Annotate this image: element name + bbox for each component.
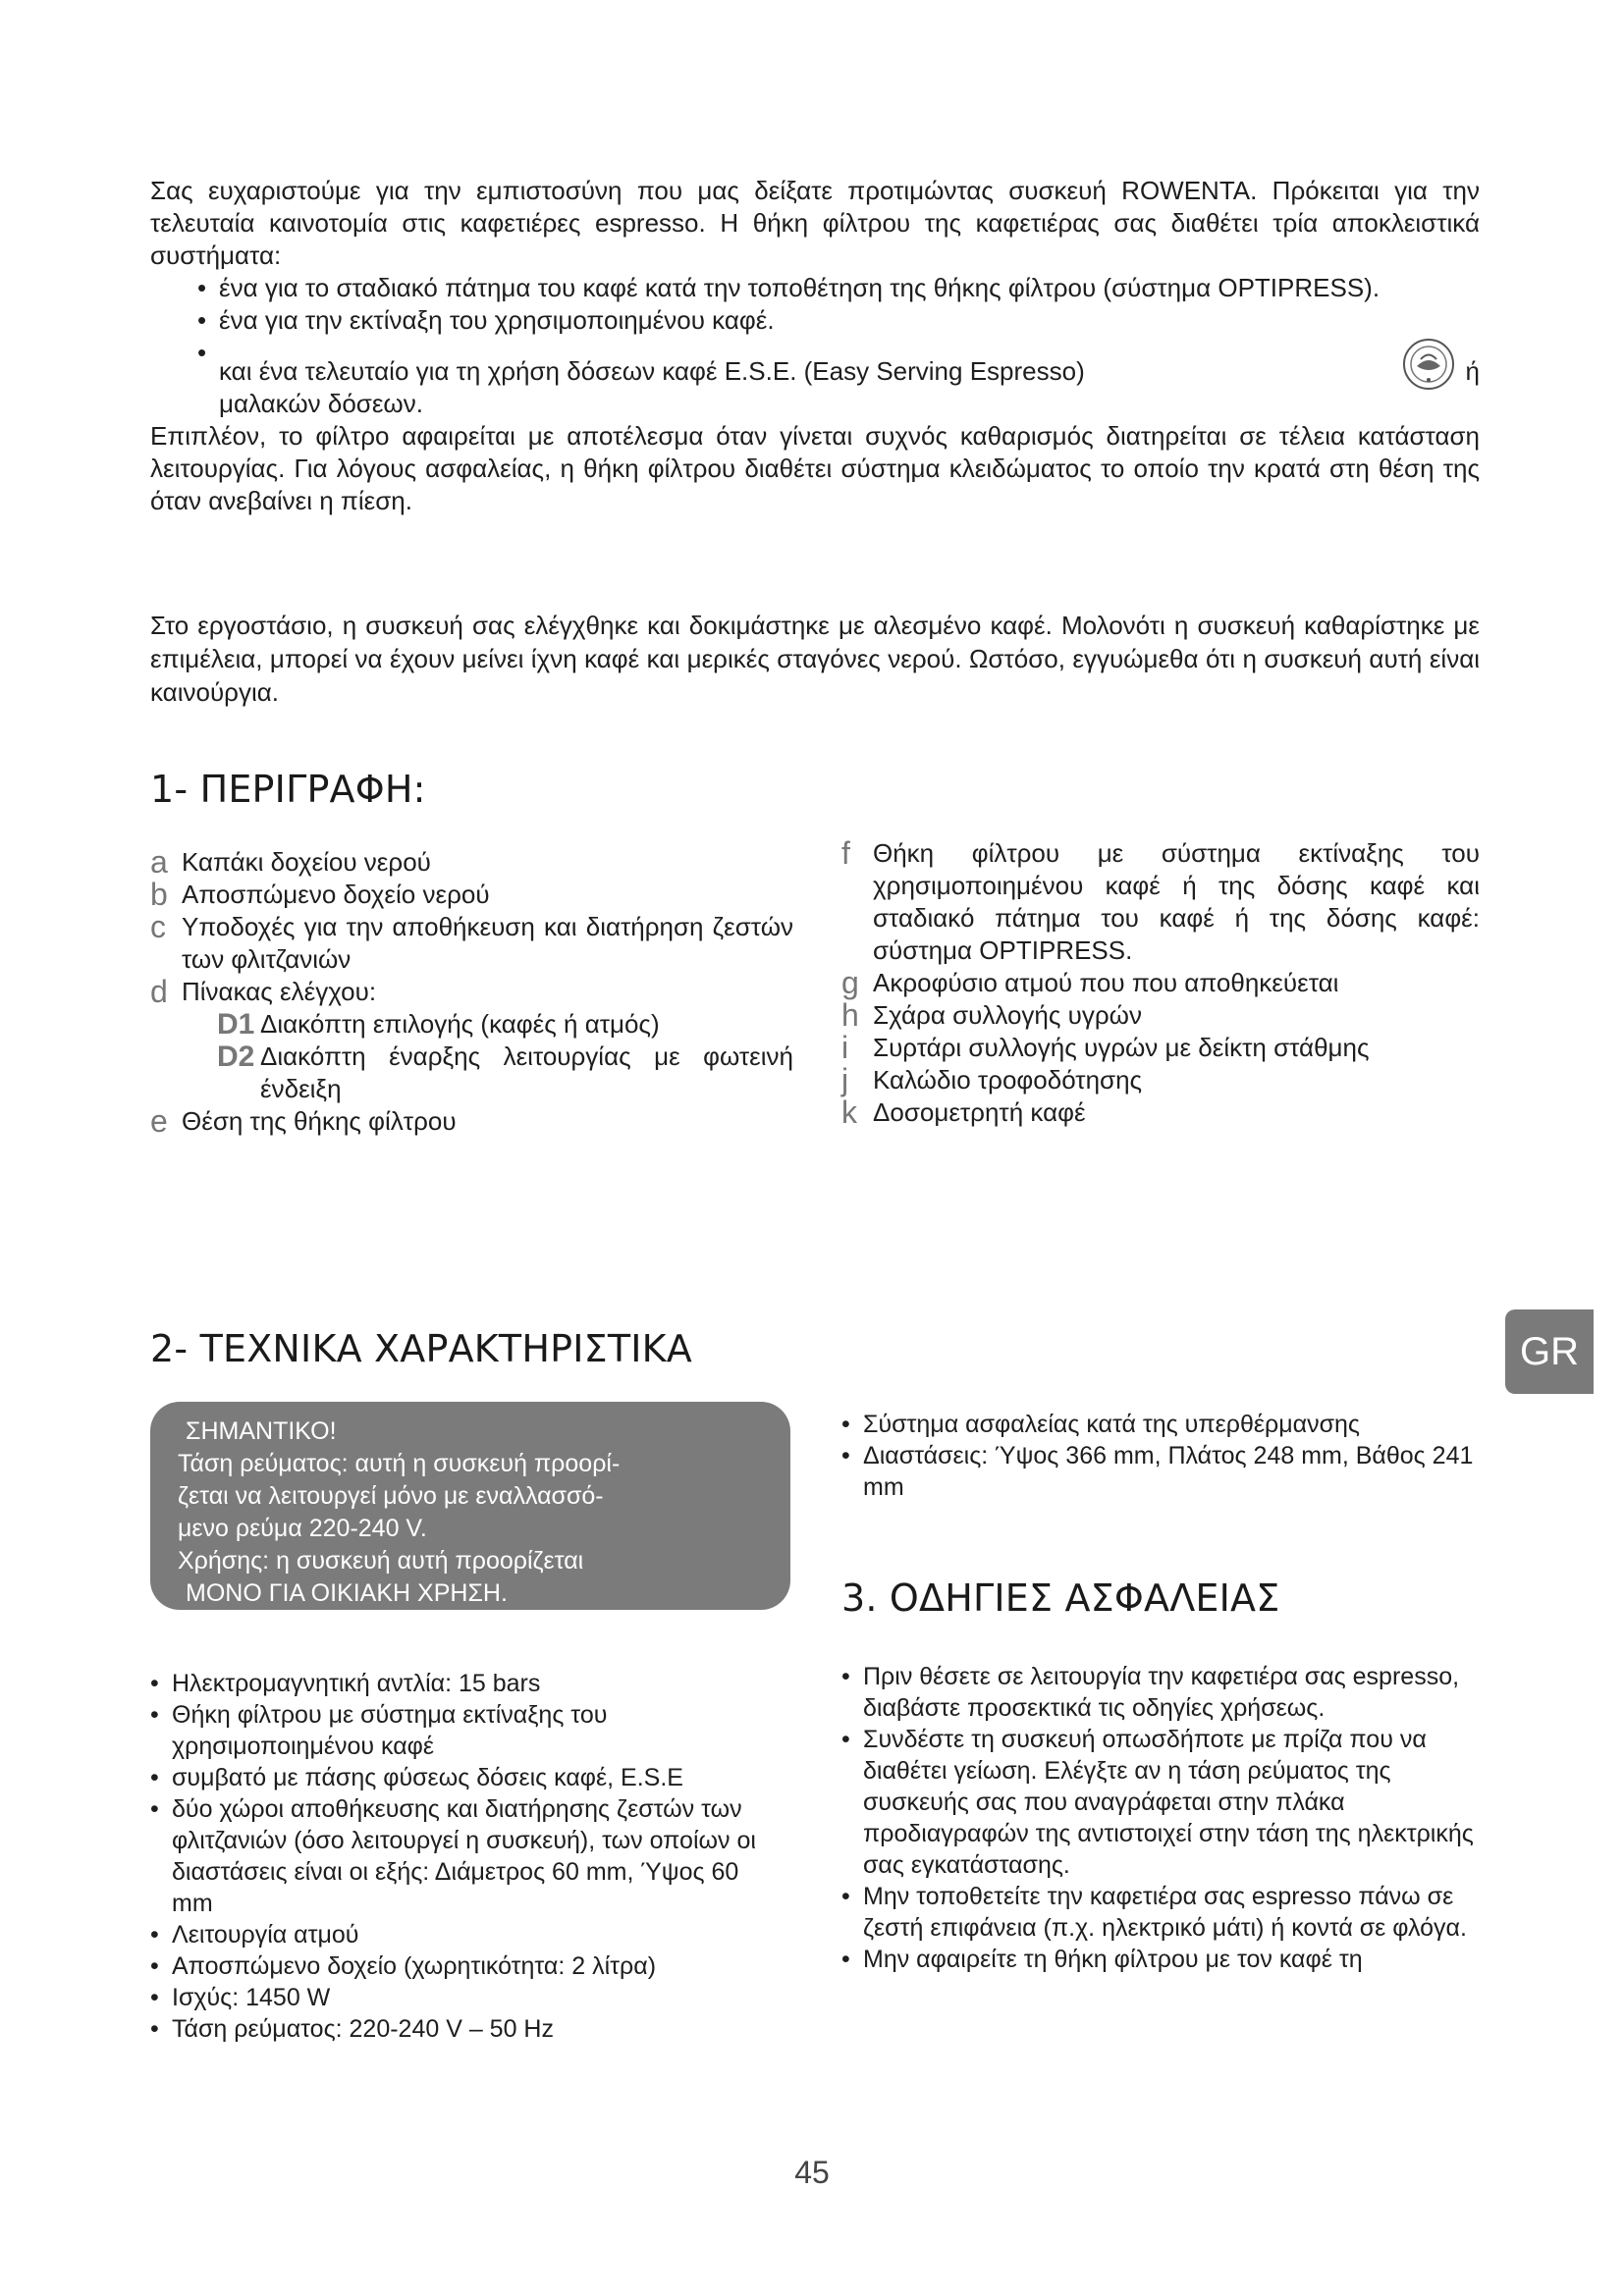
description-left-column: [150, 846, 793, 1138]
description-item-g: g Ακροφύσιο ατμού που που αποθηκεύεται: [841, 965, 1339, 1000]
important-line: Χρήσης: η συσκευή αυτή προορίζεται: [178, 1547, 584, 1575]
ese-bullet-end: ή: [1465, 356, 1480, 386]
section-1-title: 1- ΠΕΡΙΓΡΑΦΗ:: [150, 768, 426, 811]
important-notice-box: [150, 1402, 790, 1610]
language-tab: GR: [1505, 1309, 1594, 1394]
spec-item: • δύο χώροι αποθήκευσης και διατήρησης ζεστών των φλιτζανιών (όσο λειτουργεί η συσκευή), των οποίων οι διαστάσεις είναι οι εξής: Διάμετρος 60 mm, Ύψος 60 mm: [150, 1793, 779, 1919]
description-item-j: j Καλώδιο τροφοδότησης: [841, 1062, 1143, 1097]
ese-bullet-text: • και ένα τελευταίο για τη χρήση δόσεων καφέ E.S.E. (Easy Serving Espresso): [219, 356, 1085, 386]
intro-block: [150, 175, 1480, 517]
specs-right-list: [841, 1409, 1480, 1503]
spec-item: • Διαστάσεις: Ύψος 366 mm, Πλάτος 248 mm, Βάθος 241 mm: [841, 1440, 1480, 1503]
safety-item: • Πριν θέσετε σε λειτουργία την καφετιέρα σας espresso, διαβάστε προσεκτικά τις οδηγίες χρήσεως.: [841, 1661, 1480, 1724]
description-item-c: c Υποδοχές για την αποθήκευση και διατήρηση ζεστών των φλιτζανιών: [150, 909, 793, 974]
description-item-d: d Πίνακας ελέγχου:: [150, 974, 377, 1009]
ese-logo-icon: [1401, 337, 1456, 392]
spec-item: • Τάση ρεύματος: 220-240 V – 50 Hz: [150, 2013, 779, 2045]
spec-item: • Λειτουργία ατμού: [150, 1919, 779, 1950]
description-item-f: f Θήκη φίλτρου με σύστημα εκτίναξης του χρησιμοποιημένου καφέ ή της δόσης καφέ και σταδιακό πάτημα του καφέ ή της δόσης καφέ: σύστημα OPTIPRESS.: [841, 835, 1480, 965]
description-item-h: h Σχάρα συλλογής υγρών: [841, 997, 1142, 1033]
factory-paragraph: Στο εργοστάσιο, η συσκευή σας ελέγχθηκε και δοκιμάστηκε με αλεσμένο καφέ. Μολονότι η συσκευή καθαρίστηκε με επιμέλεια, μπορεί να έχουν μείνει ίχνη καφέ και μερικές σταγόνες νερού. Ωστόσο, εγγυώμεθα ότι η συσκευή αυτή είναι καινούργια.: [150, 611, 1480, 707]
ese-bullet-line2: μαλακών δόσεων.: [219, 389, 423, 418]
important-line: μενο ρεύμα 220-240 V.: [178, 1515, 427, 1542]
important-line: ΜΟΝΟ ΓΙΑ ΟΙΚΙΑΚΗ ΧΡΗΣΗ.: [186, 1579, 508, 1607]
intro-bullet: [197, 337, 1480, 420]
important-line: Τάση ρεύματος: αυτή η συσκευή προορί-: [178, 1450, 621, 1477]
intro-paragraph-2: Επιπλέον, το φίλτρο αφαιρείται με αποτέλεσμα όταν γίνεται συχνός καθαρισμός διατηρείται σε τέλεια κατάσταση λειτουργίας. Για λόγους ασφαλείας, η θήκη φίλτρου διαθέτει σύστημα κλειδώματος το οποίο την κρατά στη θέση της όταν ανεβαίνει η πίεση.: [150, 421, 1480, 515]
spec-item: • Σύστημα ασφαλείας κατά της υπερθέρμανσης: [841, 1409, 1480, 1440]
spec-item: • συμβατό με πάσης φύσεως δόσεις καφέ, E.S.E: [150, 1762, 779, 1793]
description-item-d2: D2 Διακόπτη έναρξης λειτουργίας με φωτεινή ένδειξη: [217, 1041, 793, 1103]
intro-bullet: • ένα για το σταδιακό πάτημα του καφέ κατά την τοποθέτηση της θήκης φίλτρου (σύστημα OPTIPRESS).: [197, 272, 1480, 304]
spec-item: • Ισχύς: 1450 W: [150, 1982, 779, 2013]
description-item-d1: D1 Διακόπτη επιλογής (καφές ή ατμός): [217, 1008, 660, 1041]
safety-item: • Μην αφαιρείτε τη θήκη φίλτρου με τον καφέ τη: [841, 1944, 1480, 1975]
spec-item: • Θήκη φίλτρου με σύστημα εκτίναξης του χρησιμοποιημένου καφέ: [150, 1699, 779, 1762]
specs-list: [150, 1668, 779, 2045]
spec-item: • Αποσπώμενο δοχείο (χωρητικότητα: 2 λίτρα): [150, 1950, 779, 1982]
important-line: ζεται να λειτουργεί μόνο με εναλλασσό-: [178, 1482, 604, 1510]
spec-item: • Ηλεκτρομαγνητική αντλία: 15 bars: [150, 1668, 779, 1699]
safety-item: • Μην τοποθετείτε την καφετιέρα σας espresso πάνω σε ζεστή επιφάνεια (π.χ. ηλεκτρικό μάτι) ή κοντά σε φλόγα.: [841, 1881, 1480, 1944]
section-3-title: 3. ΟΔΗΓΙΕΣ ΑΣΦΑΛΕΙΑΣ: [841, 1576, 1280, 1620]
description-item-e: e Θέση της θήκης φίλτρου: [150, 1103, 457, 1139]
intro-bullet: • ένα για την εκτίναξη του χρησιμοποιημένου καφέ.: [197, 304, 1480, 337]
description-item-k: k Δοσομετρητή καφέ: [841, 1095, 1086, 1130]
description-right-column: [841, 837, 1480, 1129]
safety-list: [841, 1661, 1480, 1975]
intro-paragraph-1: Σας ευχαριστούμε για την εμπιστοσύνη που μας δείξατε προτιμώντας συσκευή ROWENTA. Πρόκειται για την τελευταία καινοτομία στις καφετιέρες espresso. Η θήκη φίλτρου της καφετιέρας σας διαθέτει τρία αποκλειστικά συστήματα:: [150, 176, 1480, 270]
description-item-b: b Αποσπώμενο δοχείο νερού: [150, 877, 490, 912]
intro-bullet-list: [150, 272, 1480, 420]
description-item-a: a Καπάκι δοχείου νερού: [150, 844, 431, 880]
page-number: 45: [794, 2155, 830, 2190]
section-2-title: 2- ΤΕΧΝΙΚΑ ΧΑΡΑΚΤΗΡΙΣΤΙΚΑ: [150, 1327, 692, 1370]
description-item-i: i Συρτάρι συλλογής υγρών με δείκτη στάθμης: [841, 1030, 1370, 1065]
safety-item: • Συνδέστε τη συσκευή οπωσδήποτε με πρίζα που να διαθέτει γείωση. Ελέγξτε αν η τάση ρεύματος της συσκευής σας που αναγράφεται στην πλάκα προδιαγραφών της αντιστοιχεί στην τάση της ηλεκτρικής σας εγκατάστασης.: [841, 1724, 1480, 1881]
important-heading: ΣΗΜΑΝΤΙΚΟ!: [186, 1417, 337, 1445]
